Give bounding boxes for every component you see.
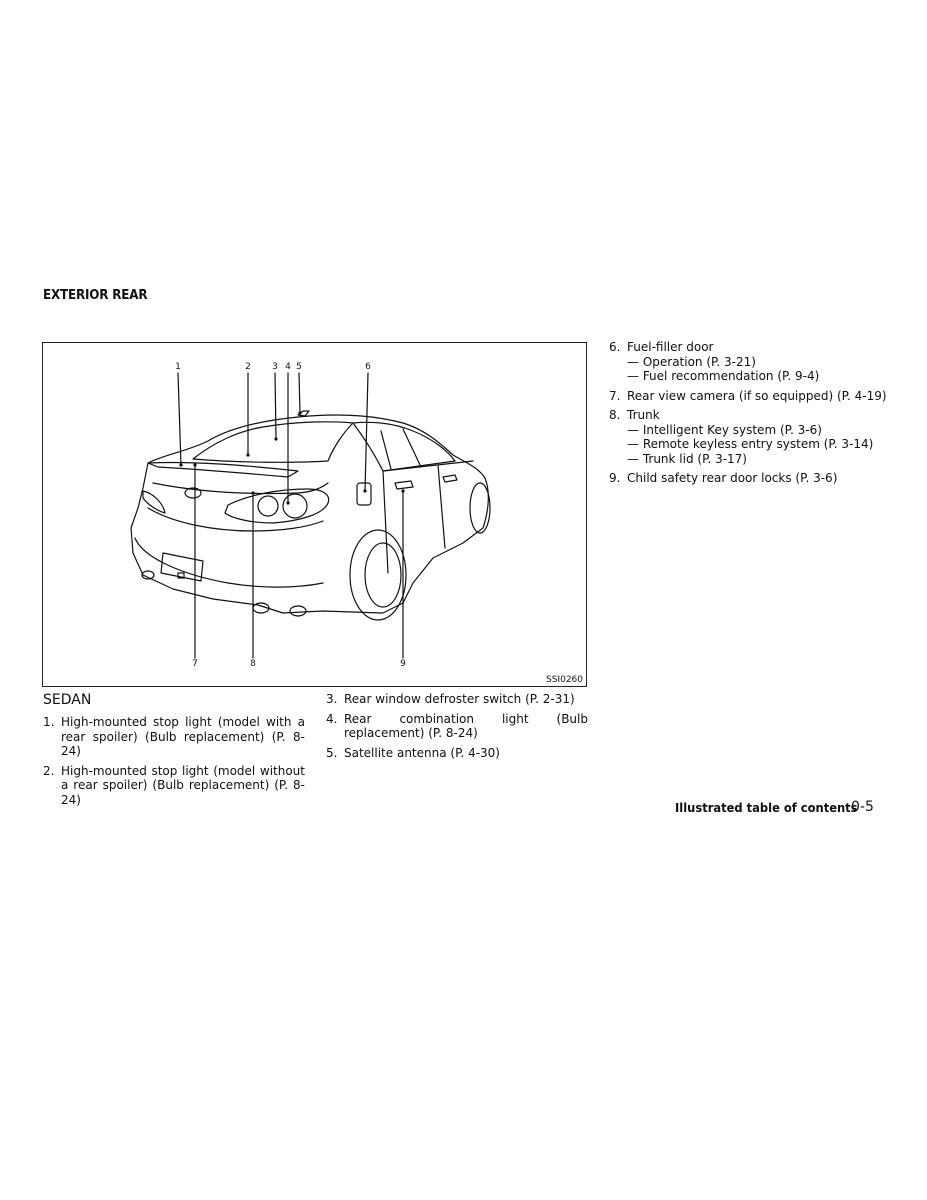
item-number: 8.	[609, 408, 621, 422]
item-number: 9.	[609, 471, 621, 485]
car-rear-illustration	[42, 342, 587, 687]
list-item	[326, 712, 588, 741]
list-item	[609, 408, 894, 466]
sub-item: — Operation (P. 3-21)	[627, 354, 756, 369]
legend-column-2	[326, 692, 588, 765]
item-number: 3.	[326, 692, 338, 706]
sub-item: — Remote keyless entry system (P. 3-14)	[627, 437, 874, 451]
item-number: 5.	[326, 745, 338, 760]
callout-8: 8	[250, 659, 256, 669]
sub-item: — Fuel recommendation (P. 9-4)	[627, 369, 820, 383]
figure-code: SSI0260	[546, 675, 583, 685]
item-text: High-mounted stop light (model with a rear spoiler) (Bulb replacement) (P. 8-24)	[61, 715, 305, 758]
callout-7: 7	[192, 659, 198, 669]
callout-1: 1	[175, 362, 181, 372]
item-number: 4.	[326, 711, 338, 726]
item-number: 1.	[43, 715, 55, 729]
item-text: Child safety rear door locks (P. 3-6)	[627, 471, 838, 485]
item-text: High-mounted stop light (model without a rear spoiler) (Bulb replacement) (P. 8-24)	[61, 763, 305, 807]
sedan-rear-drawing	[43, 343, 586, 686]
item-number: 7.	[609, 388, 621, 403]
callout-6: 6	[365, 362, 371, 372]
list-item	[609, 340, 894, 384]
list-item	[326, 746, 588, 761]
list-item	[43, 764, 305, 808]
legend-column-1	[43, 715, 305, 812]
list-item	[326, 692, 588, 707]
subtitle-sedan: SEDAN	[43, 692, 92, 708]
callout-9: 9	[400, 659, 406, 669]
list-item	[43, 715, 305, 759]
page-number: 0-5	[851, 799, 874, 815]
item-number: 6.	[609, 340, 621, 354]
sub-item: — Trunk lid (P. 3-17)	[627, 451, 747, 466]
callout-5: 5	[296, 362, 302, 372]
item-number: 2.	[43, 763, 55, 778]
callout-4: 4	[285, 362, 291, 372]
list-item	[609, 471, 894, 486]
callout-2: 2	[245, 362, 251, 372]
item-text: Fuel-filler door	[627, 340, 714, 354]
list-item	[609, 389, 894, 404]
item-text: Trunk	[627, 408, 660, 422]
item-text: Rear combination light (Bulb replacement) (P. 8-24)	[344, 711, 588, 740]
footer-section-title: Illustrated table of contents	[675, 800, 858, 815]
sub-item: — Intelligent Key system (P. 3-6)	[627, 422, 822, 437]
item-text: Rear window defroster switch (P. 2-31)	[344, 692, 575, 706]
callout-3: 3	[272, 362, 278, 372]
section-title: EXTERIOR REAR	[43, 288, 148, 303]
item-text: Satellite antenna (P. 4-30)	[344, 745, 500, 760]
item-text: Rear view camera (if so equipped) (P. 4-19)	[627, 388, 887, 403]
legend-column-3	[609, 340, 894, 491]
